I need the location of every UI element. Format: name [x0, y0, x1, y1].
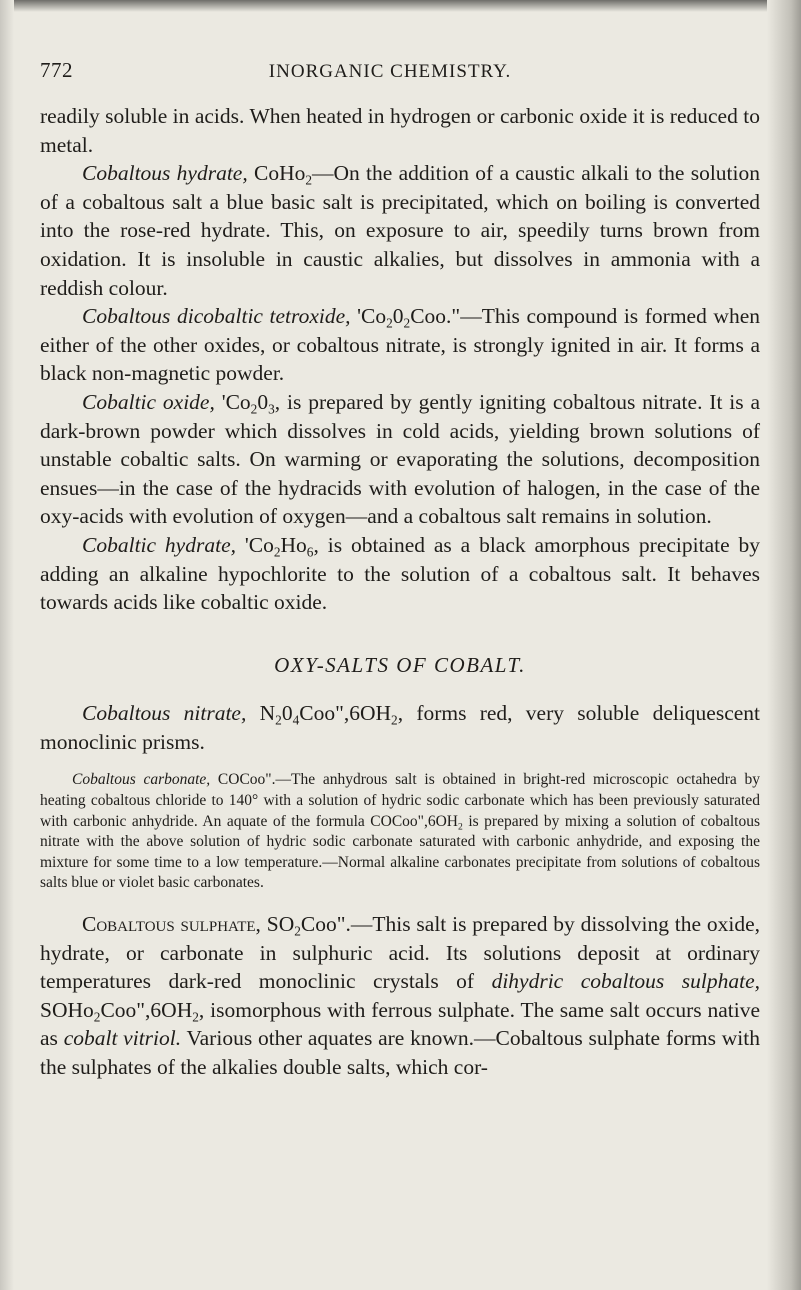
paragraph-text: is obtained as a black amorphous precipitate by adding an alkaline hypochlorite to the solution of a cobaltous salt. It behaves towards acids like cobaltic oxide. — [40, 532, 761, 615]
intro-paragraph: readily soluble in acids. When heated in hydrogen or carbonic oxide it is reduced to metal. — [40, 104, 760, 157]
paragraph-cobaltic-oxide — [40, 388, 760, 531]
formula-2: $SOHo_2Coo",6OH_2$, — [40, 997, 205, 1025]
term-name: Cobaltous sulphate, — [82, 912, 261, 937]
term-italic: dihydric cobaltous sulphate, — [491, 969, 761, 994]
paragraph-text: —This compound is formed when either of the other oxides, or cobaltous nitrate, is strongly ignited in air. It forms a black non-magnetic powder. — [40, 304, 760, 386]
term-name: Cobaltic hydrate, — [82, 532, 236, 557]
page-binding-shadow — [767, 0, 801, 1290]
paragraph-cobaltic-hydrate — [40, 531, 760, 617]
paragraph-text-3: Various other aquates are known.—Cobaltous sulphate forms with the sulphates of the alkalies double salts, which cor- — [40, 1026, 761, 1079]
paragraph-text: is prepared by gently igniting cobaltous nitrate. It is a dark-brown powder which dissolves in cold acids, yielding brown solutions of unstable cobaltic salts. On warming or evaporating the solutions, decomposition ensues—in the case of the hydracids with evolution of halogen, in the case of the oxy-acids with evolution of oxygen—and a cobaltous salt remains in solution. — [40, 389, 761, 529]
paragraph-cobaltous-hydrate — [40, 159, 760, 302]
paragraph-text: —The anhydrous salt is obtained in bright-red microscopic octahedra by heating cobaltous chloride to 140° with a solution of hydric sodic carbonate which has been previously saturated with carbonic anhydride. An aquate of the formula COCoo",6OH — [40, 771, 760, 830]
term-italic-2: cobalt vitriol. — [63, 1026, 182, 1051]
book-page — [40, 58, 760, 1082]
formula: '$Co_20_3$, — [221, 389, 281, 417]
paragraph-text-2: isomorphous with ferrous sulphate. The same salt occurs native as — [40, 997, 760, 1051]
term-name: Cobaltous nitrate, — [82, 701, 247, 726]
paragraph-tetroxide — [40, 302, 760, 388]
term-name: Cobaltic oxide, — [82, 389, 215, 414]
paragraph-cobaltous-sulphate — [40, 910, 760, 1082]
page-top-shadow — [0, 0, 801, 12]
paragraph-cobaltous-carbonate: Cobaltous carbonate, COCoo".—The anhydrous salt is obtained in bright-red microscopic octahedra by heating cobaltous chloride to 140° with a solution of hydric sodic carbonate which has been previously saturated with carbonic anhydride. An aquate of the formula $COCoo",6OH_2$ is prepared by mixing a solution of cobaltous nitrate with the above solution of hydric sodic carbonate saturated with carbonic anhydride, and exposing the mixture for some time to a low temperature.—Normal alkaline carbonates precipitate from solutions of cobaltous salts blue or violet basic carbonates. — [40, 771, 760, 892]
formula: CoHo$_2$ — [253, 161, 313, 188]
paragraph-cobaltous-nitrate — [40, 699, 760, 756]
section-heading: OXY-SALTS OF COBALT. — [274, 652, 526, 677]
paragraph-text: —On the addition of a caustic alkali to the solution of a cobaltous salt a blue basic salt is precipitated, which on boiling is converted into the rose-red hydrate. This, on exposure to air, speedily turns brown from oxidation. It is insoluble in caustic alkalies, but dissolves in ammonia with a reddish colour. — [40, 161, 761, 300]
page-number: 772 — [40, 58, 73, 82]
small-print-note — [40, 770, 760, 894]
formula: '$Co_2Ho_6$, — [244, 532, 319, 560]
term-name: Cobaltous carbonate, — [72, 771, 211, 789]
page-header — [40, 58, 760, 102]
formula: '$Co_20_2Coo$." — [357, 304, 461, 331]
paragraph-text-continued: is prepared by mixing a solution of cobaltous nitrate with the above solution of hydric sodic carbonate saturated with carbonic anhydride, and exposing the mixture for some time to a low temperature.—Normal alkaline carbonates precipitate from solutions of cobaltous salts blue or violet basic carbonates. — [40, 812, 760, 892]
formula: $SO_2Coo$". — [266, 912, 351, 939]
main-text — [40, 102, 760, 756]
term-name: Cobaltous dicobaltic tetroxide, — [82, 304, 351, 329]
paragraph-text: —This salt is prepared by dissolving the oxide, hydrate, or carbonate in sulphuric acid. Its solutions deposit at ordinary temperatures dark-red monoclinic crystals of — [40, 912, 761, 994]
main-text-continued — [40, 910, 760, 1082]
running-head: INORGANIC CHEMISTRY. — [268, 61, 512, 82]
formula: COCoo". — [217, 771, 276, 789]
paragraph-text: forms red, very soluble deliquescent monoclinic prisms. — [40, 701, 761, 754]
formula: $N_20_4Coo",6OH_2$, — [259, 701, 404, 728]
page-left-shadow — [0, 0, 14, 1290]
term-name: Cobaltous hydrate, — [82, 161, 248, 186]
